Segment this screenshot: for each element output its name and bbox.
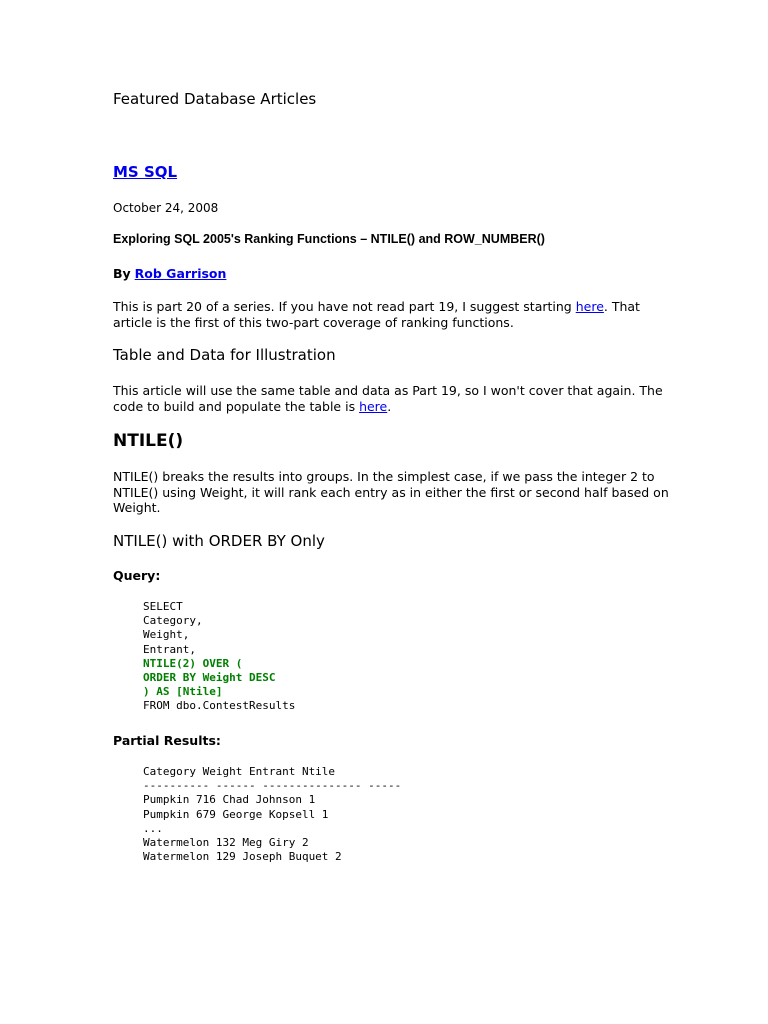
code-line: SELECT: [143, 600, 183, 613]
result-line: Watermelon 132 Meg Giry 2: [143, 835, 309, 849]
query-label: Query:: [113, 568, 161, 583]
byline: [113, 266, 226, 281]
code-line-highlight: NTILE(2) OVER (: [143, 656, 243, 670]
article-date: October 24, 2008: [113, 201, 219, 215]
byline-prefix: By: [113, 266, 131, 281]
result-line: ...: [143, 821, 163, 835]
result-line: ---------- ------ --------------- -----: [143, 779, 402, 793]
intro-paragraph: [113, 299, 673, 330]
table-paragraph: [113, 383, 673, 414]
intro-text-start: This is part 20 of a series. If you have not read part 19, I suggest starting: [113, 299, 576, 314]
article-title: Exploring SQL 2005's Ranking Functions – NTILE() and ROW_NUMBER(): [113, 232, 545, 246]
ms-sql-link[interactable]: MS SQL: [113, 163, 178, 181]
code-line: Entrant,: [143, 642, 196, 656]
table-heading: Table and Data for Illustration: [113, 346, 336, 364]
code-line: FROM dbo.ContestResults: [143, 699, 296, 713]
orderby-heading: NTILE() with ORDER BY Only: [113, 532, 325, 550]
query-code-block: [143, 600, 295, 714]
section-title: Featured Database Articles: [113, 90, 317, 108]
code-line: Category,: [143, 614, 203, 628]
ntile-heading: NTILE(): [113, 431, 184, 451]
part19-here-link[interactable]: here: [575, 299, 604, 314]
table-text-start: This article will use the same table and data as Part 19, so I won't cover that again. The code to build and populate the table is: [113, 383, 663, 414]
author-link[interactable]: Rob Garrison: [134, 266, 227, 281]
result-line: Category Weight Entrant Ntile: [143, 765, 336, 778]
ntile-paragraph: NTILE() breaks the results into groups. In the simplest case, if we pass the integer 2 to NTILE() using Weight, it will rank each entry as in either the first or second half based on Weight.: [113, 469, 669, 515]
partial-results-label: Partial Results:: [113, 733, 221, 748]
code-line-highlight: ) AS [Ntile]: [143, 685, 223, 699]
result-line: Watermelon 129 Joseph Buquet 2: [143, 850, 342, 864]
results-block: [143, 765, 401, 864]
code-line-highlight: ORDER BY Weight DESC: [143, 670, 276, 684]
table-text-end: .: [387, 398, 392, 414]
result-line: Pumpkin 716 Chad Johnson 1: [143, 793, 316, 807]
table-code-here-link[interactable]: here: [359, 398, 388, 414]
result-line: Pumpkin 679 George Kopsell 1: [143, 807, 329, 821]
intro-text-end: . That article is the first of this two-part coverage of ranking functions.: [113, 299, 640, 330]
code-line: Weight,: [143, 628, 190, 642]
